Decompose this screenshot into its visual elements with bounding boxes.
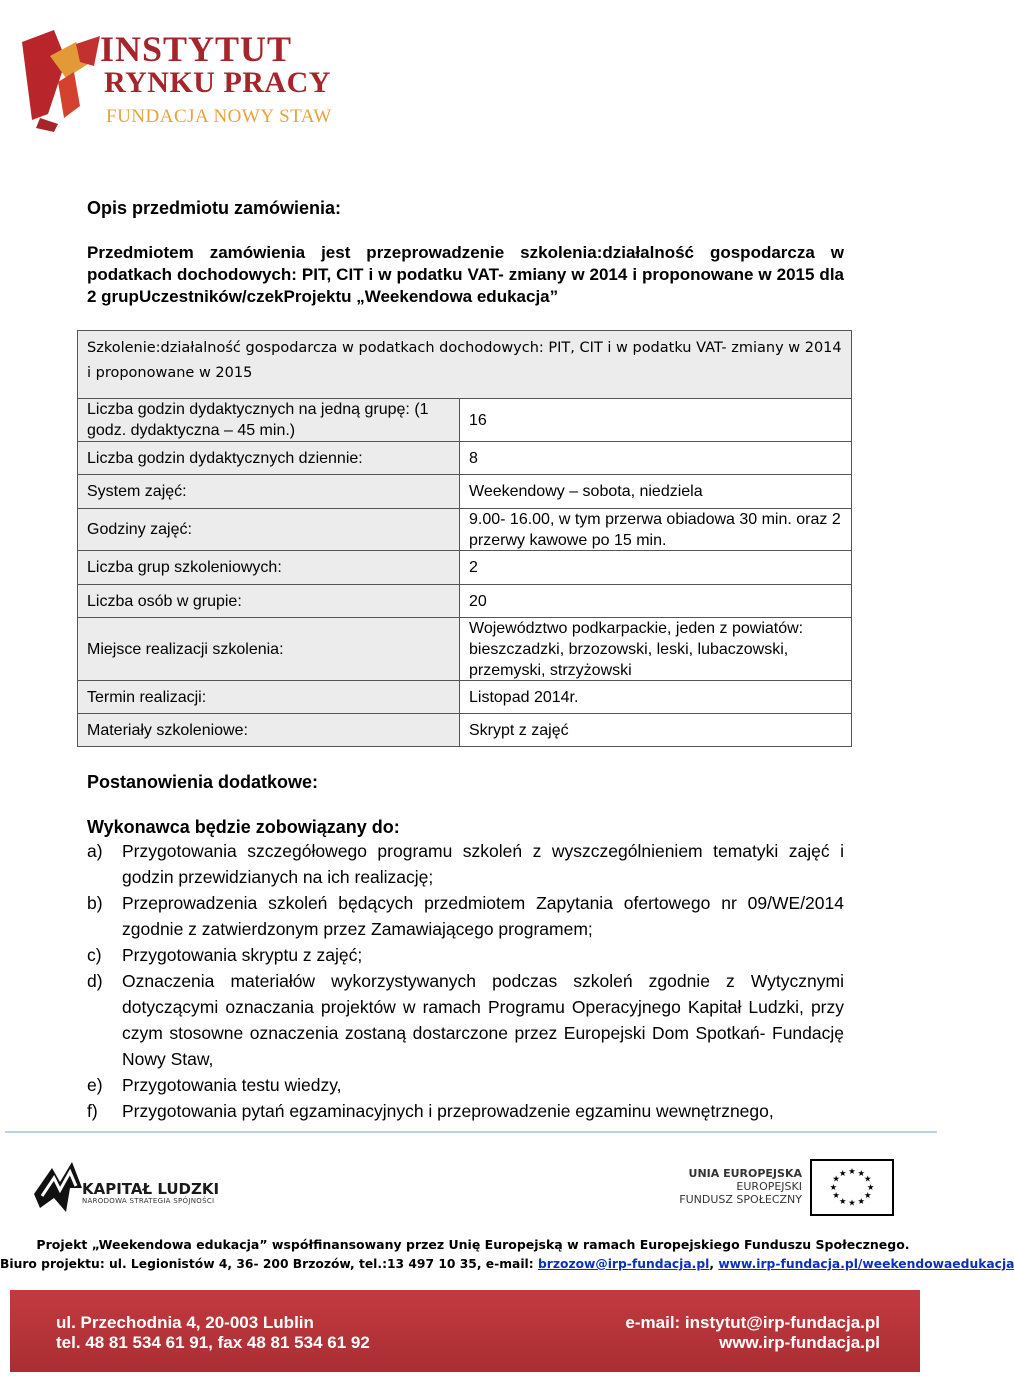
kapital-ludzki-icon (30, 1158, 90, 1216)
kapital-ludzki-subtitle: NARODOWA STRATEGIA SPÓJNOŚCI (82, 1197, 215, 1205)
postanowienia-heading: Postanowienia dodatkowe: (87, 772, 319, 792)
wykonawca-heading: Wykonawca będzie zobowiązany do: (87, 817, 400, 837)
table-value: Listopad 2014r. (459, 680, 852, 714)
svg-text:★: ★ (838, 1167, 847, 1178)
project-office-line (0, 1257, 1014, 1271)
project-info-line: Projekt „Weekendowa edukacja” współfinansowany przez Unię Europejską w ramach Europejskiego Funduszu Społecznego. (36, 1237, 910, 1252)
list-item: e) Przygotowania testu wiedzy, (87, 1075, 342, 1095)
ue-line: UNIA EUROPEJSKA (688, 1167, 802, 1180)
list-item: f) Przygotowania pytań egzaminacyjnych i przeprowadzenie egzaminu wewnętrznego, (87, 1101, 774, 1121)
table-value: 8 (459, 441, 852, 475)
office-address: Biuro projektu: ul. Legionistów 4, 36- 200 Brzozów, tel.:13 497 10 35, e-mail: (0, 1257, 538, 1271)
list-item: c) Przygotowania skryptu z zajęć; (87, 945, 363, 965)
table-value: 9.00- 16.00, w tym przerwa obiadowa 30 min. oraz 2 przerwy kawowe po 15 min. (459, 508, 852, 551)
svg-text:★: ★ (857, 1195, 866, 1206)
obligations-list (87, 838, 844, 1124)
logo-title-line1: INSTYTUT (100, 29, 293, 69)
table-value: 16 (459, 398, 852, 442)
ue-line: FUNDUSZ SPOŁECZNY (679, 1193, 802, 1206)
table-label: Termin realizacji: (77, 680, 460, 714)
svg-text:★: ★ (848, 1166, 856, 1177)
svg-text:★: ★ (864, 1173, 872, 1184)
svg-text:★: ★ (864, 1190, 872, 1201)
logo-subtitle: FUNDACJA NOWY STAW (106, 106, 332, 127)
table-label: Liczba grup szkoleniowych: (77, 550, 460, 585)
svg-text:★: ★ (829, 1181, 838, 1192)
list-item: d) Oznaczenia materiałów wykorzystywanych podczas szkoleń zgodnie z Wytycznymi dotyczącymi oznaczania projektów w ramach Programu Operacyjnego Kapitał Ludzki, przy czym stosowne oznaczenia zostaną dostarczone przez Europejski Dom Spotkań- Fundację Nowy Staw, (87, 971, 844, 1069)
svg-text:★: ★ (848, 1197, 856, 1208)
phone-text: tel. 48 81 534 61 91, fax 48 81 534 61 92 (56, 1333, 370, 1352)
table-label: Miejsce realizacji szkolenia: (77, 617, 460, 681)
eu-flag-icon (810, 1159, 894, 1216)
table-value: Weekendowy – sobota, niedziela (459, 474, 852, 509)
list-item: b) Przeprowadzenia szkoleń będących przedmiotem Zapytania ofertowego nr 09/WE/2014 zgodnie z zatwierdzonym przez Zamawiającego programem; (87, 893, 844, 939)
table-value: 2 (459, 550, 852, 585)
table-label: System zajęć: (77, 474, 460, 509)
opis-heading: Opis przedmiotu zamówienia: (87, 198, 342, 218)
ue-line: EUROPEJSKI (736, 1180, 802, 1193)
ue-text (660, 1167, 802, 1206)
table-label: Liczba osób w grupie: (77, 584, 460, 618)
table-value: Województwo podkarpackie, jeden z powiatów: bieszczadzki, brzozowski, leski, lubaczowski, przemyski, strzyżowski (459, 617, 852, 681)
office-email-link[interactable]: brzozow@irp-fundacja.pl (537, 1257, 710, 1271)
table-value: 20 (459, 584, 852, 618)
address-text: ul. Przechodnia 4, 20-003 Lublin (56, 1313, 314, 1332)
svg-text:★: ★ (866, 1181, 875, 1192)
table-label: Liczba godzin dydaktycznych na jedną grupę: (1 godz. dydaktyczna – 45 min.) (77, 398, 460, 442)
table-label: Godziny zajęć: (77, 508, 460, 551)
table-label: Materiały szkoleniowe: (77, 713, 460, 747)
table-header: Szkolenie:działalność gospodarcza w podatkach dochodowych: PIT, CIT i w podatku VAT- zmiany w 2014 i proponowane w 2015 (77, 330, 852, 399)
table-value: Skrypt z zajęć (459, 713, 852, 747)
table-label: Liczba godzin dydaktycznych dziennie: (77, 441, 460, 475)
footer-divider (5, 1131, 937, 1133)
svg-text:★: ★ (832, 1173, 840, 1184)
svg-text:★: ★ (832, 1190, 840, 1201)
training-details-table (77, 330, 852, 747)
email-text: e-mail: instytut@irp-fundacja.pl (625, 1313, 880, 1332)
svg-text:★: ★ (857, 1167, 866, 1178)
project-website-link[interactable]: www.irp-fundacja.pl/weekendowaedukacja (718, 1257, 1014, 1271)
website-text: www.irp-fundacja.pl (719, 1333, 880, 1352)
kapital-ludzki-title: KAPITAŁ LUDZKI (82, 1180, 220, 1198)
intro-paragraph: Przedmiotem zamówienia jest przeprowadzenie szkolenia:działalność gospodarcza w podatkach dochodowych: PIT, CIT i w podatku VAT- zmiany w 2014 i proponowane w 2015 dla 2 grupUczestników/czekProjektu „Weekendowa edukacja” (87, 243, 844, 306)
list-item: a) Przygotowania szczegółowego programu szkoleń z wyszczególnieniem tematyki zajęć i godzin przewidzianych na ich realizację; (87, 841, 844, 887)
separator: , (709, 1257, 719, 1271)
svg-text:★: ★ (838, 1195, 847, 1206)
logo-title-line2: RYNKU PRACY (104, 66, 331, 99)
